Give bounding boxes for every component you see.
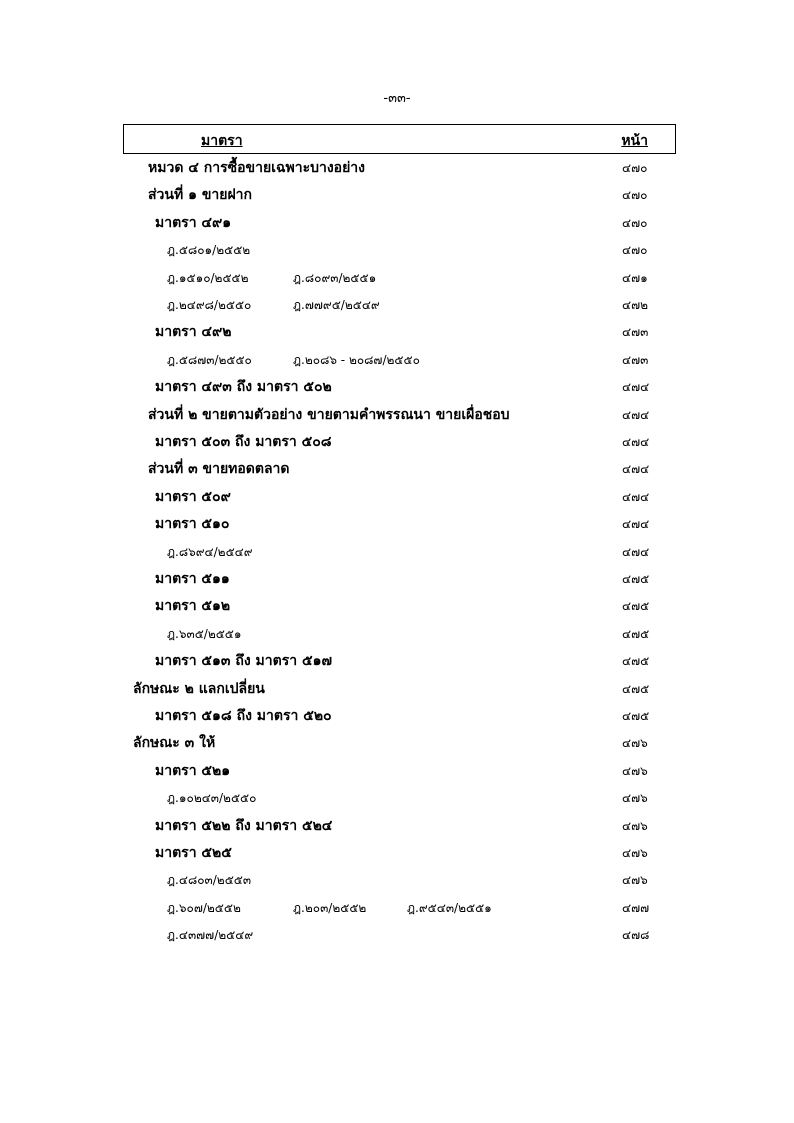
ruling-ref[interactable]: ฎ.๙๕๔๓/๒๕๕๑ bbox=[407, 900, 492, 915]
toc-ruling-row[interactable] bbox=[0, 865, 794, 892]
entry-label: มาตรา ๔๙๑ bbox=[155, 214, 232, 231]
toc-entry-row[interactable] bbox=[0, 728, 794, 755]
entry-page-number: ๔๗๕ bbox=[622, 599, 650, 614]
page-column-header: หน้า bbox=[621, 133, 648, 149]
entry-label: ลักษณะ ๓ ให้ bbox=[133, 735, 216, 752]
entry-label: มาตรา ๔๙๒ bbox=[155, 324, 232, 341]
toc-entry-row[interactable] bbox=[0, 756, 794, 783]
toc-entry-row[interactable] bbox=[0, 372, 794, 399]
toc-entry-row[interactable] bbox=[0, 591, 794, 618]
ruling-ref[interactable]: ฎ.๕๘๗๓/๒๕๕๐ bbox=[167, 352, 252, 367]
entry-page-number: ๔๗๖ bbox=[622, 873, 648, 888]
toc-ruling-row[interactable] bbox=[0, 290, 794, 317]
entry-page-number: ๔๗๐ bbox=[622, 243, 648, 258]
toc-entry-row[interactable] bbox=[0, 509, 794, 536]
ruling-ref[interactable]: ฎ.๔๓๗๗/๒๕๔๙ bbox=[167, 928, 254, 943]
ruling-ref[interactable]: ฎ.๖๐๗/๒๕๕๒ bbox=[167, 900, 241, 915]
entry-page-number: ๔๗๖ bbox=[622, 736, 648, 751]
entry-label: มาตรา ๕๑๑ bbox=[155, 571, 230, 587]
entry-page-number: ๔๗๒ bbox=[622, 298, 649, 312]
page-number: -๓๓- bbox=[383, 91, 411, 106]
entry-page-number: ๔๗๔ bbox=[622, 544, 650, 559]
toc-ruling-row[interactable] bbox=[0, 920, 794, 947]
entry-page-number: ๔๗๗ bbox=[622, 900, 650, 915]
ruling-ref[interactable]: ฎ.๑๐๒๔๓/๒๕๕๐ bbox=[167, 791, 257, 806]
toc-ruling-row[interactable] bbox=[0, 783, 794, 810]
ruling-ref[interactable]: ฎ.๒๐๘๖ - ๒๐๘๗/๒๕๕๐ bbox=[293, 352, 420, 367]
toc-ruling-row[interactable] bbox=[0, 235, 794, 262]
entry-page-number: ๔๗๖ bbox=[622, 846, 648, 860]
ruling-ref[interactable]: ฎ.๕๘๐๑/๒๕๕๒ bbox=[167, 243, 251, 258]
toc-ruling-row[interactable] bbox=[0, 263, 794, 290]
entry-page-number: ๔๗๐ bbox=[622, 215, 648, 230]
entry-label: หมวด ๔ การซื้อขายเฉพาะบางอย่าง bbox=[148, 160, 365, 176]
entry-page-number: ๔๗๕ bbox=[622, 572, 650, 586]
entry-label: มาตรา ๕๒๕ bbox=[155, 845, 232, 861]
toc-ruling-row[interactable] bbox=[0, 619, 794, 646]
ruling-ref[interactable]: ฎ.๔๘๐๓/๒๕๕๓ bbox=[167, 873, 252, 888]
ruling-ref[interactable]: ฎ.๖๓๕/๒๕๕๑ bbox=[167, 626, 242, 641]
ruling-ref[interactable]: ฎ.๗๗๙๕/๒๕๔๙ bbox=[293, 298, 380, 312]
entry-label: มาตรา ๕๒๑ bbox=[155, 762, 231, 779]
toc-entry-row[interactable] bbox=[0, 153, 794, 180]
toc-ruling-row[interactable] bbox=[0, 345, 794, 372]
ruling-ref[interactable]: ฎ.๘๖๙๔/๒๕๔๙ bbox=[167, 544, 253, 559]
entry-page-number: ๔๗๖ bbox=[622, 791, 648, 806]
entry-page-number: ๔๗๐ bbox=[622, 188, 648, 203]
entry-page-number: ๔๗๑ bbox=[622, 270, 648, 285]
toc-entry-row[interactable] bbox=[0, 208, 794, 235]
toc-entry-row[interactable] bbox=[0, 400, 794, 427]
toc-header bbox=[123, 124, 676, 154]
entry-label: ส่วนที่ ๒ ขายตามตัวอย่าง ขายตามคำพรรณนา ขายเผื่อชอบ bbox=[148, 406, 510, 423]
entry-page-number: ๔๗๐ bbox=[622, 161, 648, 175]
entry-page-number: ๔๗๔ bbox=[622, 489, 650, 504]
entry-page-number: ๔๗๕ bbox=[622, 709, 650, 723]
entry-label: มาตรา ๕๐๙ bbox=[155, 488, 231, 505]
entry-page-number: ๔๗๕ bbox=[622, 654, 650, 669]
toc-entry-row[interactable] bbox=[0, 674, 794, 701]
entry-page-number: ๔๗๕ bbox=[622, 626, 650, 641]
ruling-ref[interactable]: ฎ.๑๕๑๐/๒๕๕๒ bbox=[167, 270, 249, 285]
toc-entry-row[interactable] bbox=[0, 701, 794, 728]
ruling-ref[interactable]: ฎ.๒๔๙๘/๒๕๕๐ bbox=[167, 298, 252, 312]
entry-label: ส่วนที่ ๓ ขายทอดตลาด bbox=[148, 461, 290, 478]
toc-entry-row[interactable] bbox=[0, 180, 794, 207]
toc-ruling-row[interactable] bbox=[0, 537, 794, 564]
entry-page-number: ๔๗๖ bbox=[622, 818, 648, 833]
entry-label: มาตรา ๕๒๒ ถึง มาตรา ๕๒๔ bbox=[155, 817, 333, 834]
entry-label: มาตรา ๔๙๓ ถึง มาตรา ๕๐๒ bbox=[155, 379, 332, 396]
section-column-header: มาตรา bbox=[201, 133, 243, 149]
toc-entry-row[interactable] bbox=[0, 646, 794, 673]
entry-page-number: ๔๗๖ bbox=[622, 763, 648, 778]
ruling-ref[interactable]: ฎ.๘๐๙๓/๒๕๕๑ bbox=[293, 270, 377, 285]
entry-page-number: ๔๗๕ bbox=[622, 681, 650, 696]
toc-entry-row[interactable] bbox=[0, 838, 794, 865]
entry-label: ส่วนที่ ๑ ขายฝาก bbox=[148, 187, 253, 204]
entry-label: มาตรา ๕๑๘ ถึง มาตรา ๕๒๐ bbox=[155, 708, 332, 724]
toc-entry-row[interactable] bbox=[0, 317, 794, 344]
entry-page-number: ๔๗๔ bbox=[622, 517, 650, 532]
entry-page-number: ๔๗๔ bbox=[622, 380, 650, 395]
entry-page-number: ๔๗๔ bbox=[622, 407, 650, 422]
entry-label: มาตรา ๕๑๒ bbox=[155, 598, 231, 615]
toc-entry-row[interactable] bbox=[0, 427, 794, 454]
entry-label: มาตรา ๕๑๐ bbox=[155, 516, 230, 533]
entry-page-number: ๔๗๘ bbox=[622, 928, 650, 943]
ruling-ref[interactable]: ฎ.๒๐๓/๒๕๕๒ bbox=[293, 900, 367, 915]
entry-page-number: ๔๗๓ bbox=[622, 325, 649, 340]
toc-ruling-row[interactable] bbox=[0, 893, 794, 920]
entry-page-number: ๔๗๔ bbox=[622, 435, 650, 449]
entry-label: มาตรา ๕๐๓ ถึง มาตรา ๕๐๘ bbox=[155, 434, 332, 450]
toc-entry-row[interactable] bbox=[0, 811, 794, 838]
toc-entry-row[interactable] bbox=[0, 482, 794, 509]
entry-label: มาตรา ๕๑๓ ถึง มาตรา ๕๑๗ bbox=[155, 653, 332, 670]
toc-entry-row[interactable] bbox=[0, 454, 794, 481]
entry-page-number: ๔๗๔ bbox=[622, 462, 650, 477]
toc-entry-row[interactable] bbox=[0, 564, 794, 591]
entry-label: ลักษณะ ๒ แลกเปลี่ยน bbox=[133, 680, 265, 697]
entry-page-number: ๔๗๓ bbox=[622, 352, 649, 367]
